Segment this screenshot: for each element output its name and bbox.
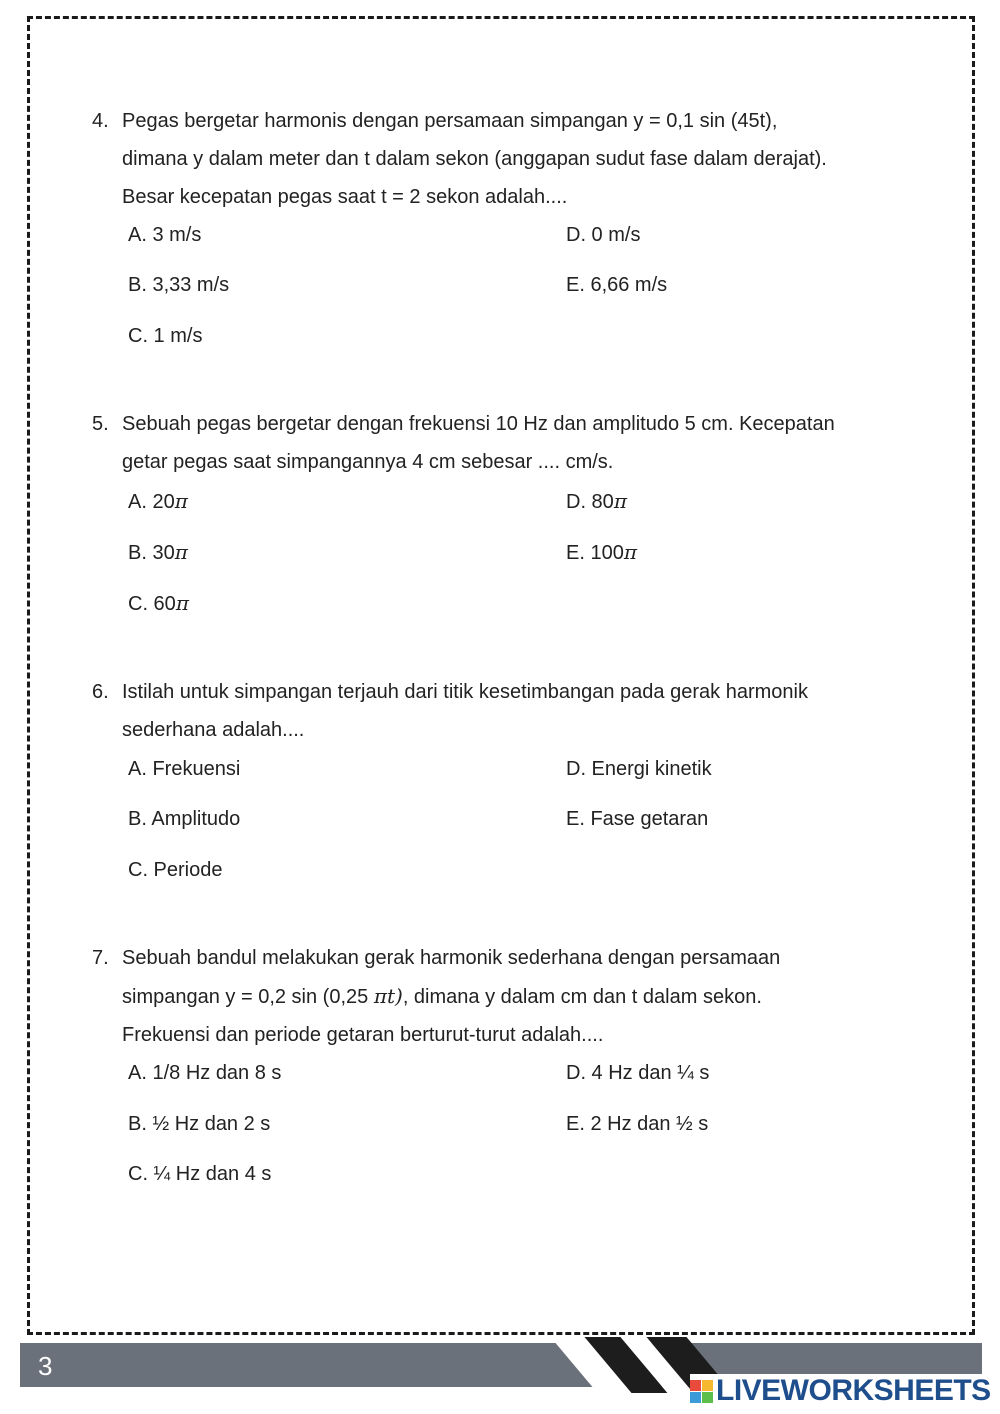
- stem-line: Besar kecepatan pegas saat t = 2 sekon adalah....: [122, 186, 568, 208]
- question-stem: [92, 939, 922, 1054]
- stem-line: sederhana adalah....: [122, 719, 305, 741]
- option-c[interactable]: C. Periode: [128, 859, 223, 881]
- liveworksheets-logo-icon: [690, 1380, 713, 1403]
- question-7: [92, 939, 922, 1185]
- option-b[interactable]: B. Amplitudo: [128, 808, 241, 830]
- option-a[interactable]: A. 3 m/s: [128, 224, 202, 246]
- question-number: 6.: [92, 681, 109, 703]
- brand-name: LIVEWORKSHEETS: [716, 1374, 991, 1407]
- pi-symbol: π: [175, 591, 189, 615]
- option-d[interactable]: D. 4 Hz dan ¼ s: [566, 1062, 710, 1084]
- option-c[interactable]: C. ¼ Hz dan 4 s: [128, 1163, 272, 1185]
- question-stem: [92, 102, 922, 216]
- option-label: A. 20: [128, 491, 175, 513]
- option-c[interactable]: C. 1 m/s: [128, 325, 203, 347]
- stem-line: Istilah untuk simpangan terjauh dari titik kesetimbangan pada gerak harmonik: [122, 681, 808, 703]
- stem-line: dimana y dalam meter dan t dalam sekon (anggapan sudut fase dalam derajat).: [122, 148, 827, 170]
- option-e[interactable]: E. Fase getaran: [566, 808, 709, 830]
- option-d[interactable]: D. 0 m/s: [566, 224, 641, 246]
- option-d[interactable]: [566, 489, 627, 514]
- stem-line: Frekuensi dan periode getaran berturut-turut adalah....: [122, 1024, 604, 1046]
- page-number: 3: [38, 1351, 53, 1381]
- option-b[interactable]: [128, 540, 188, 565]
- pi-symbol: π: [174, 540, 188, 564]
- option-label: E. 100: [566, 542, 624, 564]
- option-a[interactable]: A. 1/8 Hz dan 8 s: [128, 1062, 282, 1084]
- pi-symbol: π: [613, 489, 627, 513]
- question-5: [92, 405, 922, 615]
- pi-symbol: π: [174, 489, 188, 513]
- option-b[interactable]: B. ½ Hz dan 2 s: [128, 1113, 271, 1135]
- option-a[interactable]: [128, 489, 188, 514]
- stem-line: Sebuah pegas bergetar dengan frekuensi 10 Hz dan amplitudo 5 cm. Kecepatan: [122, 413, 835, 435]
- option-e[interactable]: E. 2 Hz dan ½ s: [566, 1113, 709, 1135]
- question-stem: [92, 673, 922, 749]
- option-b[interactable]: B. 3,33 m/s: [128, 274, 230, 296]
- question-number: 4.: [92, 110, 109, 132]
- stem-line: Pegas bergetar harmonis dengan persamaan simpangan y = 0,1 sin (45t),: [122, 110, 778, 132]
- option-label: B. 30: [128, 542, 175, 564]
- question-6: [92, 673, 922, 881]
- pi-symbol: π: [623, 540, 637, 564]
- question-number: 7.: [92, 947, 109, 969]
- brand-logo[interactable]: [690, 1374, 995, 1408]
- option-label: C. 60: [128, 593, 176, 615]
- stem-text: , dimana y dalam cm dan t dalam sekon.: [402, 986, 762, 1008]
- option-e[interactable]: E. 6,66 m/s: [566, 274, 668, 296]
- pi-t-expression: πt): [373, 984, 403, 1008]
- option-d[interactable]: D. Energi kinetik: [566, 758, 712, 780]
- option-e[interactable]: [566, 540, 637, 565]
- stem-line: getar pegas saat simpangannya 4 cm sebesar .... cm/s.: [122, 451, 614, 473]
- option-c[interactable]: [128, 591, 189, 616]
- question-number: 5.: [92, 413, 109, 435]
- stem-line: Sebuah bandul melakukan gerak harmonik sederhana dengan persamaan: [122, 947, 781, 969]
- stem-text: simpangan y = 0,2 sin (0,25: [122, 986, 374, 1008]
- question-4: [92, 102, 922, 347]
- question-stem: [92, 405, 922, 481]
- option-label: D. 80: [566, 491, 614, 513]
- stem-line: [122, 977, 922, 1016]
- option-a[interactable]: A. Frekuensi: [128, 758, 241, 780]
